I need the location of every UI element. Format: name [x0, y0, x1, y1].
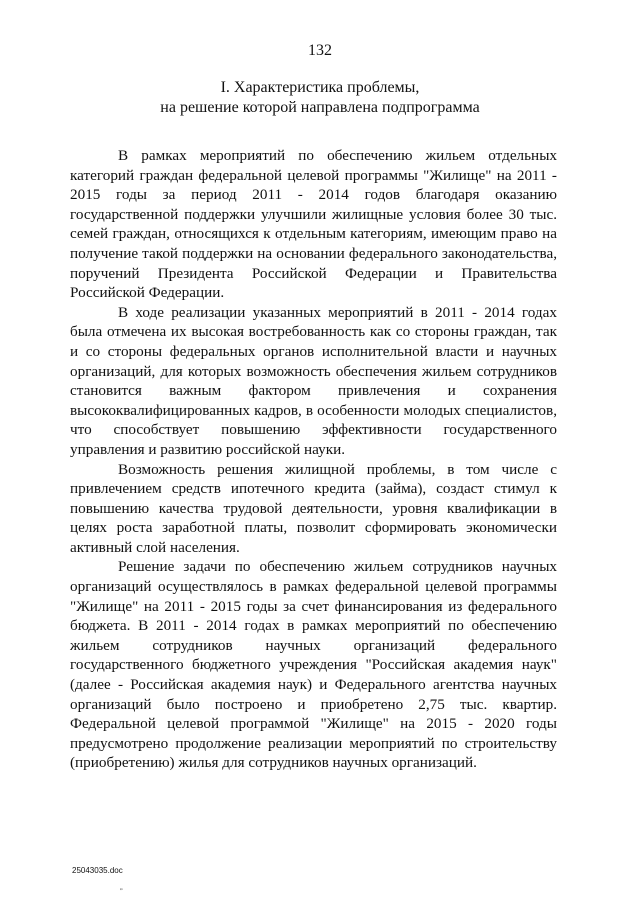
document-file-code: 25043035.doc: [72, 866, 123, 875]
heading-line-2: на решение которой направлена подпрограмма: [160, 99, 480, 116]
heading-line-1: I. Характеристика проблемы,: [220, 79, 420, 96]
paragraph-4: Решение задачи по обеспечению жильем сотрудников научных организаций осуществлялось в рамках федеральной целевой программы "Жилище" на 2011 - 2015 годы за счет финансирования из федерального бюджета. В 2011 - 2014 годах в рамках мероприятий по обеспечению жильем сотрудников научных организаций федерального государственного бюджетного учреждения "Российская академия наук" (далее - Российская академия наук) и Федерального агентства научных организаций было построено и приобретено 2,75 тыс. квартир. Федеральной целевой программой "Жилище" на 2015 - 2020 годы предусмотрено продолжение реализации мероприятий по строительству (приобретению) жилья для сотрудников научных организаций.: [70, 558, 557, 772]
footer-mark: „: [120, 885, 123, 891]
paragraph-3: Возможность решения жилищной проблемы, в том числе с привлечением средств ипотечного кредита (займа), создаст стимул к повышению качества трудовой деятельности, уровня квалификации в целях роста заработной платы, позволит сформировать экономически активный слой населения.: [70, 460, 557, 556]
paragraph-2: В ходе реализации указанных мероприятий в 2011 - 2014 годах была отмечена их высокая востребованность как со стороны граждан, так и со стороны федеральных органов исполнительной власти и научных организаций, для которых возможность обеспечения жильем сотрудников становится важным фактором привлечения и сохранения высококвалифицированных кадров, в особенности молодых специалистов, что способствует повышению эффективности государственного управления и развитию российской науки.: [70, 303, 557, 458]
paragraph-1: В рамках мероприятий по обеспечению жильем отдельных категорий граждан федеральной целевой программы "Жилище" на 2011 - 2015 годы за период 2011 - 2014 годов благодаря оказанию государственной поддержки улучшили жилищные условия более 30 тыс. семей граждан, относящихся к отдельным категориям, имеющим право на получение такой поддержки на основании федерального законодательства, поручений Президента Российской Федерации и Правительства Российской Федерации.: [70, 147, 557, 302]
document-body: [70, 146, 557, 773]
page-number: 132: [308, 42, 332, 59]
section-heading: [60, 78, 580, 118]
